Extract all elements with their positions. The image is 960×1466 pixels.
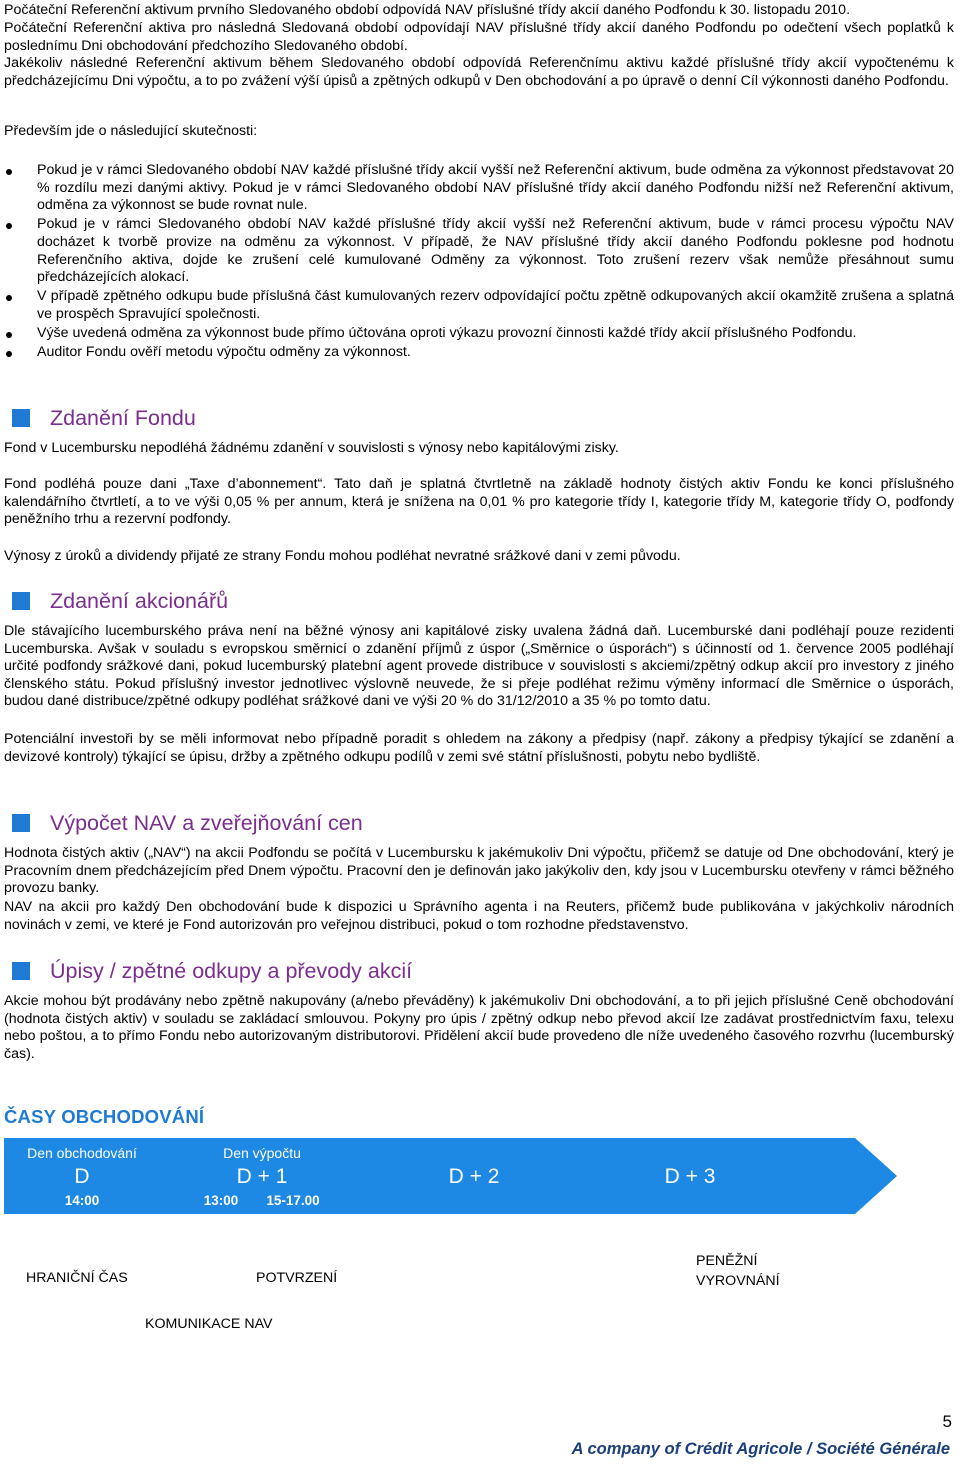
list-item [0, 162, 954, 215]
bullet-text: Výše uvedená odměna za výkonnost bude přímo účtována oproti výkazu provozní činnosti každé třídy akcií příslušného Podfondu. [37, 325, 857, 342]
bullet-icon [6, 169, 12, 175]
section-title: Zdanění akcionářů [50, 589, 229, 613]
intro-paragraph-2: Počáteční Referenční aktiva pro následná Sledovaná období odpovídají NAV příslušné třídy akcií daného Podfondu po odečtení všech poplatků k poslednímu Dni obchodování předchozího Sledovaného období. [4, 20, 954, 54]
square-bullet-icon [12, 814, 30, 832]
bullet-icon [6, 332, 12, 338]
fund-tax-paragraph-2: Fond podléhá pouze dani „Taxe d’abonnement“. Tato daň je splatná čtvrtletně na základě hodnoty čistých aktiv Fondu ke konci příslušného kalendářního čtvrtletí, a to ve výši 0,05 % per annum, která je snížena na 0,01 % pro kategorie třídy I, kategorie třídy M, kategorie třídy O, podfondy peněžního trhu a rezervní podfondy. [4, 476, 954, 528]
intro-paragraph-1: Počáteční Referenční aktivum prvního Sledovaného období odpovídá NAV příslušné třídy akcií daného Podfondu k 30. listopadu 2010. [4, 2, 851, 18]
section-heading-fund-taxation [12, 404, 196, 432]
nav-paragraph-1: Hodnota čistých aktiv („NAV“) na akcii Podfondu se počítá v Lucembursku k jakémukoliv Dni výpočtu, přičemž se datuje od Dne obchodování, který je Pracovním dnem předcházejícím před Dnem výpočtu. Pracovní den je definován jako jakýkoliv den, kdy jsou v Lucembursku otevřeny v rámci běžného provozu banky. [4, 845, 954, 897]
list-item [0, 344, 954, 362]
timeline-diagram [0, 1138, 900, 1218]
bullet-text: Pokud je v rámci Sledovaného období NAV každé příslušné třídy akcií vyšší než Referenční aktivum, bude odměna za výkonnost představovat 20 % rozdílu mezi danými aktivy. Pokud je v rámci Sledovaného období NAV příslušné třídy akcií daného Podfondu nižší než Referenční aktivum, odměna za výkonnost se bude rovnat nule. [37, 162, 954, 214]
cutoff-label: HRANIČNÍ ČAS [26, 1270, 128, 1286]
footer-company-line: A company of Crédit Agricole / Société Générale [571, 1440, 950, 1458]
valuation-day-caption: Den výpočtu [223, 1145, 301, 1161]
section-title: Úpisy / zpětné odkupy a převody akcií [50, 959, 413, 983]
d2-label: D + 2 [448, 1165, 500, 1188]
subscriptions-paragraph-1: Akcie mohou být prodávány nebo zpětně nakupovány (a/nebo převáděny) k jakémukoliv Dni obchodování, a to při jejich příslušné Ceně obchodování (hodnota čistých aktiv) v souladu se zakládací smlouvou. Pokyny pro úpis / zpětný odkup nebo převod akcií lze zadávat prostřednictvím faxu, telexu nebo poštou, a to přímo Fondu nebo autorizovaným distributorovi. Přidělení akcií bude provedeno dle níže uvedeného časového rozvrhu (lucemburský čas). [4, 993, 954, 1062]
bullet-icon [6, 351, 12, 357]
bullet-list [0, 162, 954, 364]
dealing-day-caption: Den obchodování [27, 1145, 137, 1161]
square-bullet-icon [12, 409, 30, 427]
confirmation-label: POTVRZENÍ [256, 1270, 338, 1286]
intro-paragraph-3: Jakékoliv následné Referenční aktivum během Sledovaného období odpovídá Referenčnímu aktivu každé příslušné třídy akcií vypočtenému k předcházejícímu Dni výpočtu, a to po zvážení výší úpisů a zpětných odkupů v Den obchodování a po úpravě o denní Cíl výkonnosti daného Podfondu. [4, 55, 954, 89]
nav-communication-label: KOMUNIKACE NAV [145, 1316, 273, 1332]
bullet-text: Auditor Fondu ověří metodu výpočtu odměny za výkonnost. [37, 344, 411, 361]
bullet-icon [6, 223, 12, 229]
list-item [0, 216, 954, 286]
section-heading-shareholder-taxation [12, 587, 228, 615]
square-bullet-icon [12, 592, 30, 610]
cutoff-time: 14:00 [64, 1193, 100, 1208]
bullet-text: Pokud je v rámci Sledovaného období NAV každé příslušné třídy akcií vyšší než Referenční aktivum, bude v rámci procesu výpočtu NAV docházet k tvorbě provize na odměnu za výkonnost. V případě, že NAV příslušné třídy akcií daného Podfondu poklesne pod hodnotu Referenčního aktiva, dojde ke zrušení celé kumulované Odměny za výkonnost. Toto zrušení rezerv však nemůže přesáhnout sumu předcházejících alokací. [37, 216, 954, 286]
list-item [0, 288, 954, 323]
bullet-icon [6, 295, 12, 301]
d3-label: D + 3 [664, 1165, 716, 1188]
section-heading-nav-calculation [12, 809, 363, 837]
nav-communication-time: 13:00 [203, 1193, 239, 1208]
settlement-label-line2: VYROVNÁNÍ [696, 1273, 780, 1289]
valuation-day-label: D + 1 [236, 1165, 288, 1188]
section-heading-subscriptions [12, 957, 412, 985]
fund-tax-paragraph-3: Výnosy z úroků a dividendy přijaté ze strany Fondu mohou podléhat nevratné srážkové dani v zemi původu. [4, 548, 681, 564]
settlement-label-line1: PENĚŽNÍ [696, 1253, 758, 1269]
fund-tax-paragraph-1: Fond v Lucembursku nepodléhá žádnému zdanění v souvislosti s výnosy nebo kapitálovými zisky. [4, 440, 619, 456]
page-number: 5 [942, 1412, 952, 1431]
shareholder-tax-paragraph-2: Potenciální investoři by se měli informovat nebo případně poradit s ohledem na zákony a předpisy (např. zákony a předpisy týkající se zdanění a devizové kontroly) týkající se úpisu, držby a zpětného odkupu podílů v zemi své státní příslušnosti, pobytu nebo bydliště. [4, 731, 954, 765]
section-title: Zdanění Fondu [50, 406, 196, 430]
dealing-day-label: D [74, 1165, 90, 1188]
list-item [0, 325, 954, 343]
nav-paragraph-2: NAV na akcii pro každý Den obchodování bude k dispozici u Správního agenta i na Reuters, přičemž bude publikována v jakýchkoliv národních novinách v zemi, ve které je Fond autorizován pro veřejnou distribuci, pokud o tom rozhodne představenstvo. [4, 899, 954, 933]
lead-text: Především jde o následující skutečnosti: [4, 123, 258, 139]
square-bullet-icon [12, 962, 30, 980]
dealing-times-title: ČASY OBCHODOVÁNÍ [4, 1106, 205, 1127]
section-title: Výpočet NAV a zveřejňování cen [50, 811, 363, 835]
bullet-text: V případě zpětného odkupu bude příslušná část kumulovaných rezerv odpovídající počtu zpětně odkupovaných akcií okamžitě zrušena a splatná ve prospěch Spravující společnosti. [37, 288, 954, 322]
confirmation-time: 15-17.00 [266, 1193, 320, 1208]
shareholder-tax-paragraph-1: Dle stávajícího lucemburského práva není na běžné výnosy ani kapitálové zisky uvalena žádná daň. Lucemburské dani podléhají pouze rezidenti Lucemburska. Avšak v souladu s evropskou směrnicí o zdanění příjmů z úspor („Směrnice o úsporách“) s účinností od 1. července 2005 podléhají určité podfondy srážkové dani, pokud lucemburský platební agent provede distribuce v souvislosti s akciemi/zpětný odkup akcií pro investory z jiného členského státu. Pokud příslušný investor jednotlivec výslovně neuvede, že si přeje podléhat režimu výměny informací dle Směrnice o úsporách, budou dané distribuce/zpětné odkupy podléhat srážkové dani ve výši 20 % do 31/12/2010 a 35 % po tomto datu. [4, 623, 954, 710]
